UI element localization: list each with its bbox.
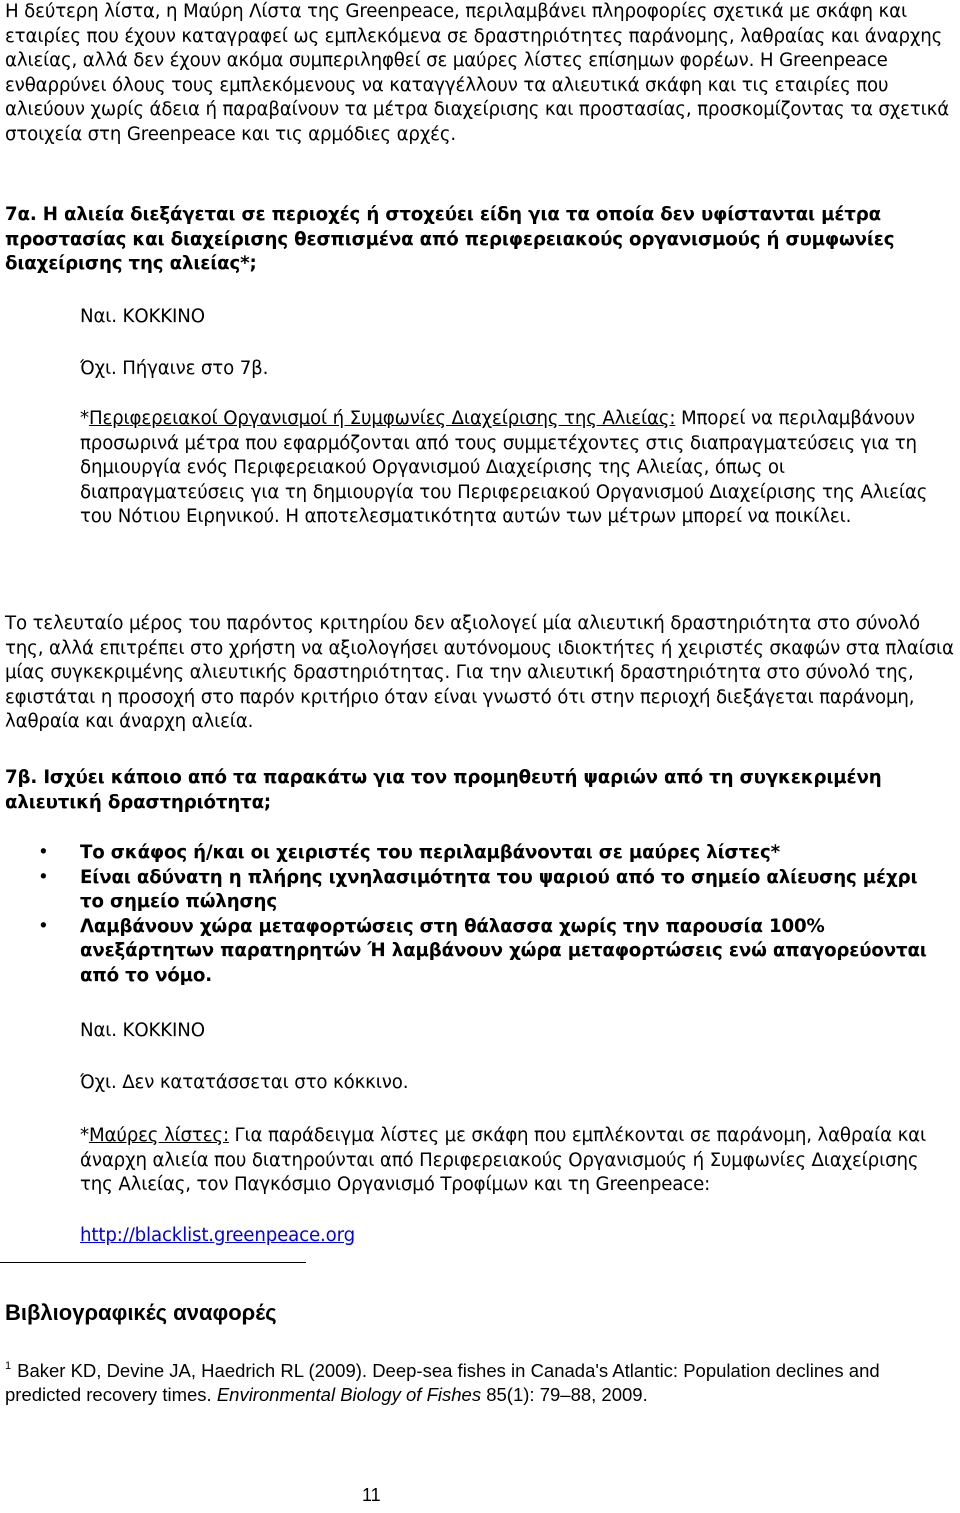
footnote-term: Μαύρες λίστες: xyxy=(88,1125,229,1146)
footnote-separator xyxy=(0,1262,306,1263)
reference-journal: Environmental Biology of Fishes xyxy=(216,1384,482,1405)
bullet-text: Λαμβάνουν χώρα μεταφορτώσεις στη θάλασσα χωρίς την παρουσία 100% ανεξάρτητων παρατηρητών Ή λαμβάνουν χώρα μεταφορτώσεις ενώ απαγορεύονται από το νόμο. xyxy=(80,915,927,986)
list-item xyxy=(0,841,940,866)
footnote-star: * xyxy=(80,1125,89,1146)
footnote-7a xyxy=(80,407,940,530)
footnote-7b xyxy=(80,1124,940,1198)
answer-7a-no: Όχι. Πήγαινε στο 7β. xyxy=(80,358,269,379)
answer-7b-no: Όχι. Δεν κατατάσσεται στο κόκκινο. xyxy=(80,1072,409,1093)
greenpeace-blacklist-link[interactable]: http://blacklist.greenpeace.org xyxy=(80,1225,356,1246)
question-7b: 7β. Ισχύει κάποιο από τα παρακάτω για τον προμηθευτή ψαριών από τη συγκεκριμένη αλιευτική δραστηριότητα; xyxy=(5,767,882,813)
criteria-bullet-list xyxy=(0,841,960,988)
references-heading: Βιβλιογραφικές αναφορές xyxy=(5,1300,277,1325)
reference-text: Baker KD, Devine JA, Haedrich RL (2009). Deep-sea fishes in Canada's Atlantic: Population declines and predicted recovery times. xyxy=(5,1360,880,1405)
answer-7a-yes: Ναι. ΚΟΚΚΙΝΟ xyxy=(80,306,205,327)
reference-item xyxy=(5,1354,935,1407)
bullet-icon: • xyxy=(38,915,49,937)
intro-text-b: Η Greenpeace ενθαρρύνει όλους τους εμπλεκόμενους να καταγγέλλουν τα αλιευτικά σκάφη και τις εταιρίες που αλιεύουν χωρίς άδεια ή παραβαίνουν τα μέτρα διαχείρισης και προστασίας, προσκομίζοντας τα σχετικά στοιχεία στη Greenpeace και τις αρμόδιες αρχές. xyxy=(5,50,950,145)
bullet-icon: • xyxy=(38,866,49,888)
list-item xyxy=(0,915,940,989)
list-item xyxy=(0,866,940,915)
footnote-text: Μπορεί να περιλαμβάνουν προσωρινά μέτρα που εφαρμόζονται από τους συμμετέχοντες στις διαπραγματεύσεις για τη δημιουργία ενός Περιφερειακού Οργανισμού Διαχείρισης της Αλιείας, όπως οι διαπραγματεύσεις για τη δημιουργία του Περιφερειακού Οργανισμού Διαχείρισης της Αλιείας του Νότιου Ειρηνικού. Η αποτελεσματικότητα αυτών των μέτρων μπορεί να ποικίλει. xyxy=(80,408,928,527)
bullet-text: Το σκάφος ή/και οι χειριστές του περιλαμβάνονται σε μαύρες λίστες* xyxy=(80,842,780,863)
bullet-text: Είναι αδύνατη η πλήρης ιχνηλασιμότητα του ψαριού από το σημείο αλίευσης μέχρι το σημείο πώλησης xyxy=(80,866,918,912)
criterion-paragraph: Το τελευταίο μέρος του παρόντος κριτηρίου δεν αξιολογεί μία αλιευτική δραστηριότητα στο σύνολό της, αλλά επιτρέπει στο χρήστη να αξιολογήσει αυτόνομους ιδιοκτήτες ή χειριστές σκαφών στα πλαίσια μίας συγκεκριμένης αλιευτικής δραστηριότητας. Για την αλιευτική δραστηριότητα στο σύνολό της, εφιστάται η προσοχή στο παρόν κριτήριο όταν είναι γνωστό ότι στην περιοχή διεξάγεται παράνομη, λαθραία και άναρχη αλιεία. xyxy=(5,613,954,732)
footnote-star: * xyxy=(80,408,89,429)
question-7a: 7α. Η αλιεία διεξάγεται σε περιοχές ή στοχεύει είδη για τα οποία δεν υφίστανται μέτρα προστασίας και διαχείρισης θεσπισμένα από περιφερειακούς οργανισμούς ή συμφωνίες διαχείρισης της αλιείας*; xyxy=(5,204,895,274)
intro-paragraph xyxy=(5,0,955,147)
answer-7b-yes: Ναι. ΚΟΚΚΙΝΟ xyxy=(80,1020,205,1041)
footnote-text: Για παράδειγμα λίστες με σκάφη που εμπλέκονται σε παράνομη, λαθραία και άναρχη αλιεία που διατηρούνται από Περιφερειακούς Οργανισμούς ή Συμφωνίες Διαχείρισης της Αλιείας, τον Παγκόσμιο Οργανισμό Τροφίμων και τη Greenpeace: xyxy=(80,1125,927,1195)
page-number: 11 xyxy=(362,1485,381,1505)
footnote-term: Περιφερειακοί Οργανισμοί ή Συμφωνίες Διαχείρισης της Αλιείας: xyxy=(88,408,676,429)
reference-tail: 85(1): 79–88, 2009. xyxy=(481,1384,648,1405)
intro-text-a: Η δεύτερη λίστα, η Μαύρη Λίστα της Greenpeace, περιλαμβάνει πληροφορίες σχετικά με σκάφη και εταιρίες που έχουν καταγραφεί ως εμπλεκόμενα σε δραστηριότητες παράνομης, λαθραίας και άναρχης αλιείας, αλλά δεν έχουν ακόμα συμπεριληφθεί σε μαύρες λίστες επίσημων φορέων. xyxy=(5,1,943,71)
reference-number: 1 xyxy=(5,1360,12,1372)
bullet-icon: • xyxy=(38,842,49,863)
